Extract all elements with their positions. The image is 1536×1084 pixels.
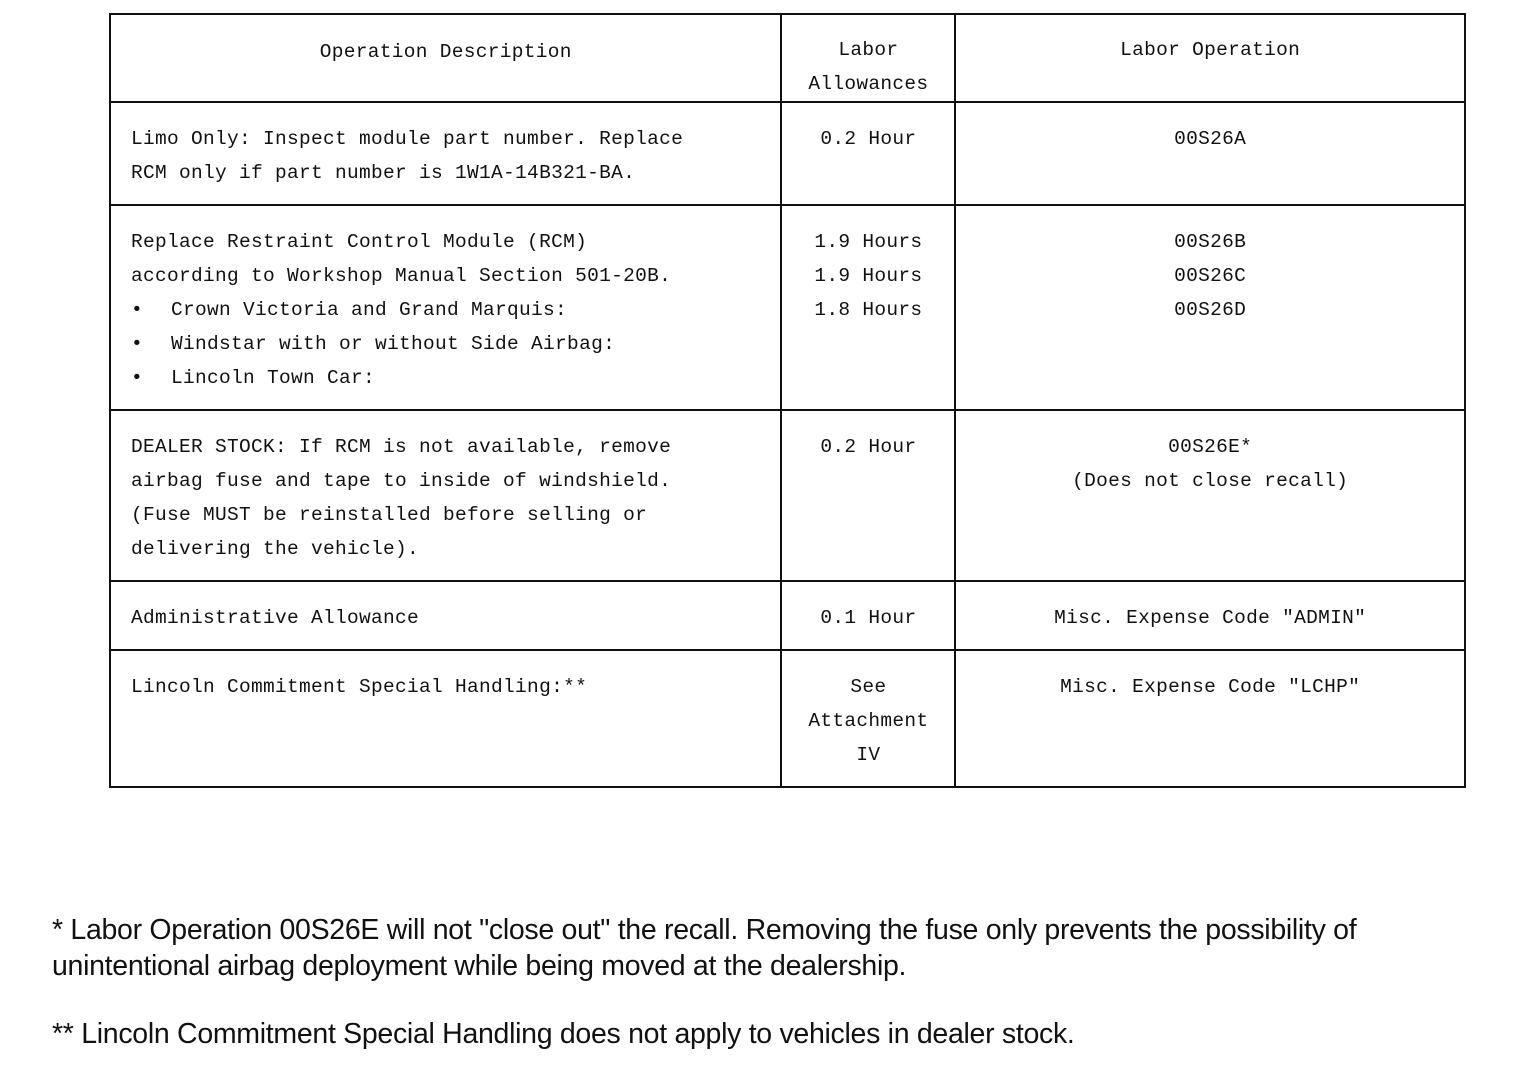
vehicle-bullet-list: [131, 293, 766, 395]
hours-value: 0.2 Hour: [820, 128, 917, 150]
description-line: delivering the vehicle).: [131, 538, 420, 560]
description-line: RCM only if part number is 1W1A-14B321-BA.: [131, 162, 636, 184]
bullet-icon: •: [131, 333, 144, 355]
description-line: DEALER STOCK: If RCM is not available, remove: [131, 436, 672, 458]
hours-value: IV: [856, 744, 881, 766]
hours-value: 0.2 Hour: [820, 436, 917, 458]
row-labor-allowance: [781, 581, 955, 650]
operation-code: Misc. Expense Code "ADMIN": [1054, 607, 1367, 629]
operation-code: 00S26C: [1174, 265, 1247, 287]
description-line: (Fuse MUST be reinstalled before selling or: [131, 504, 648, 526]
row-labor-allowance: [781, 102, 955, 205]
description-line: Lincoln Commitment Special Handling:**: [131, 676, 588, 698]
bullet-icon: •: [131, 367, 144, 389]
header-labor-allowances: [781, 14, 955, 102]
hours-value: Attachment: [808, 710, 929, 732]
table-row: [110, 102, 1465, 205]
header-operation-description: Operation Description: [110, 14, 781, 102]
table-row: [110, 205, 1465, 410]
hours-value: 1.9 Hours: [814, 231, 923, 253]
footnote-1-line2: unintentional airbag deployment while being moved at the dealership.: [52, 950, 907, 982]
header-labor-allowances-line1: Labor: [838, 39, 899, 61]
hours-value: 1.9 Hours: [814, 265, 923, 287]
table-row: [110, 581, 1465, 650]
hours-value: See: [850, 676, 887, 698]
description-line: Limo Only: Inspect module part number. Replace: [131, 128, 684, 150]
row-description: [110, 581, 781, 650]
row-labor-operation: [955, 102, 1465, 205]
description-line: Replace Restraint Control Module (RCM): [131, 231, 588, 253]
row-labor-allowance: [781, 205, 955, 410]
row-labor-operation: [955, 581, 1465, 650]
table-row: [110, 410, 1465, 581]
row-description: [110, 650, 781, 787]
operation-code: 00S26B: [1174, 231, 1247, 253]
operation-code: 00S26E*: [1168, 436, 1253, 458]
table-row: [110, 650, 1465, 787]
operation-note: (Does not close recall): [1072, 470, 1349, 492]
row-description: [110, 410, 781, 581]
row-description: [110, 102, 781, 205]
hours-value: 1.8 Hours: [814, 299, 923, 321]
row-description: [110, 205, 781, 410]
row-labor-allowance: [781, 650, 955, 787]
operation-code: 00S26A: [1174, 128, 1247, 150]
hours-value: 0.1 Hour: [820, 607, 917, 629]
footnotes: [52, 912, 1522, 1084]
row-labor-operation: [955, 410, 1465, 581]
header-labor-allowances-line2: Allowances: [808, 73, 929, 95]
footnote-1: [52, 912, 1522, 984]
table-header-row: [110, 14, 1465, 102]
bullet-text: Crown Victoria and Grand Marquis:: [171, 299, 568, 321]
row-labor-allowance: [781, 410, 955, 581]
list-item: [131, 293, 766, 327]
description-line: airbag fuse and tape to inside of windshield.: [131, 470, 672, 492]
footnote-2: [52, 1016, 1522, 1052]
operation-code: Misc. Expense Code "LCHP": [1060, 676, 1361, 698]
footnote-2-text: ** Lincoln Commitment Special Handling does not apply to vehicles in dealer stock.: [52, 1018, 1075, 1050]
bullet-text: Lincoln Town Car:: [171, 367, 376, 389]
list-item: [131, 361, 766, 395]
bullet-text: Windstar with or without Side Airbag:: [171, 333, 616, 355]
row-labor-operation: [955, 205, 1465, 410]
row-labor-operation: [955, 650, 1465, 787]
header-labor-operation: Labor Operation: [955, 14, 1465, 102]
footnote-1-line1: * Labor Operation 00S26E will not "close out" the recall. Removing the fuse only prevents the possibility of: [52, 914, 1357, 946]
description-line: Administrative Allowance: [131, 607, 420, 629]
list-item: [131, 327, 766, 361]
labor-operations-table: [109, 13, 1466, 788]
description-line: according to Workshop Manual Section 501-20B.: [131, 265, 672, 287]
bullet-icon: •: [131, 299, 144, 321]
operation-code: 00S26D: [1174, 299, 1247, 321]
